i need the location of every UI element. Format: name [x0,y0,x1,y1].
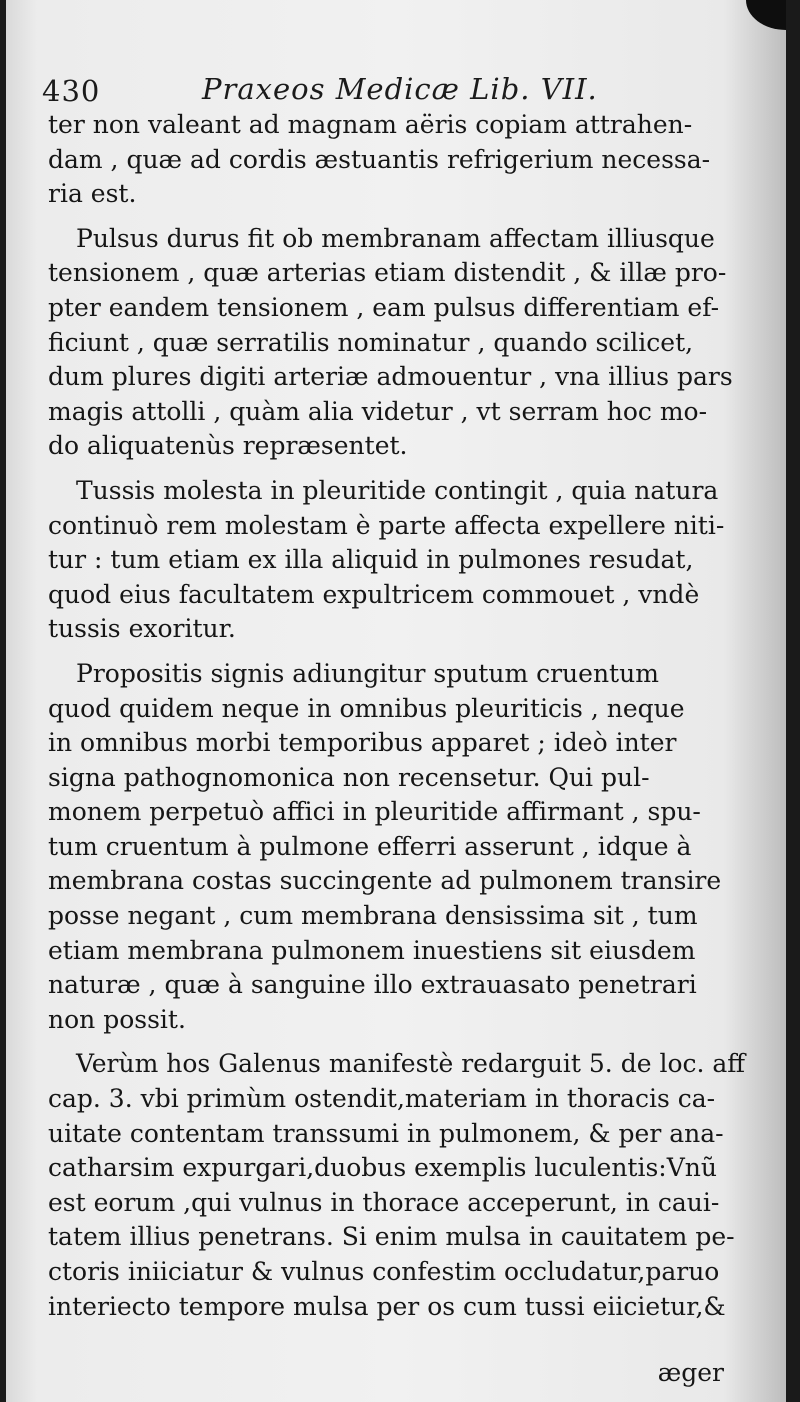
text-line: quod quidem neque in omnibus pleuriticis , neque [48,693,685,723]
catchword: æger [657,1358,724,1387]
text-line: do aliquatenùs repræsentet. [48,431,408,461]
body-text [48,108,768,1324]
text-line: tur : tum etiam ex illa aliquid in pulmones resudat, [48,545,694,575]
text-line: naturæ , quæ à sanguine illo extrauasato penetrari [48,970,697,1000]
text-line: uitate contentam transsumi in pulmonem, & per ana- [48,1118,724,1148]
text-line: interiecto tempore mulsa per os cum tussi eiicietur,& [48,1291,726,1321]
text-line: quod eius facultatem expultricem commouet , vndè [48,579,700,609]
text-line: dam , quæ ad cordis æstuantis refrigerium necessa- [48,144,711,174]
book-page [6,0,786,1402]
text-line: membrana costas succingente ad pulmonem transire [48,866,722,896]
text-line: catharsim expurgari,duobus exemplis luculentis:Vnũ [48,1153,717,1183]
paragraph-2 [48,222,768,464]
paragraph-5 [48,1047,768,1324]
text-line: in omnibus morbi temporibus apparet ; ideò inter [48,728,677,758]
paragraph-1 [48,108,768,212]
text-line: continuò rem molestam è parte affecta expellere niti- [48,510,725,540]
paragraph-4 [48,657,768,1038]
text-line: tussis exoritur. [48,614,236,644]
page-number: 430 [42,74,101,108]
running-head: Praxeos Medicæ Lib. VII. [202,72,598,106]
text-line: est eorum ,qui vulnus in thorace acceperunt, in caui- [48,1187,720,1217]
text-line: ctoris iniiciatur & vulnus confestim occludatur,paruo [48,1257,720,1286]
text-line: tum cruentum à pulmone efferri asserunt , idque à [48,831,692,861]
text-line: cap. 3. vbi primùm ostendit,materiam in thoracis ca- [48,1084,716,1114]
text-line: Tussis molesta in pleuritide contingit , quia natura [76,475,719,505]
text-line: ter non valeant ad magnam aëris copiam attrahen- [48,110,693,139]
text-line: etiam membrana pulmonem inuestiens sit eiusdem [48,935,696,965]
text-line: monem perpetuò affici in pleuritide affirmant , spu- [48,797,701,827]
text-line: dum plures digiti arteriæ admouentur , vna illius pars [48,362,733,392]
text-line: Pulsus durus fit ob membranam affectam illiusque [76,223,715,253]
text-line: posse negant , cum membrana densissima sit , tum [48,901,698,931]
text-line: non possit. [48,1004,186,1034]
page-header [42,68,742,112]
text-line: pter eandem tensionem , eam pulsus differentiam ef- [48,292,720,322]
text-line: magis attolli , quàm alia videtur , vt serram hoc mo- [48,396,708,426]
scan-shadow-corner [746,0,786,30]
text-line: tensionem , quæ arterias etiam distendit , & illæ pro- [48,258,727,288]
text-line: Verùm hos Galenus manifestè redarguit 5. de loc. aff [76,1049,746,1079]
text-line: signa pathognomonica non recensetur. Qui pul- [48,762,650,792]
text-line: Propositis signis adiungitur sputum cruentum [76,658,659,688]
text-line: tatem illius penetrans. Si enim mulsa in cauitatem pe- [48,1222,735,1252]
text-line: ria est. [48,179,137,209]
text-line: ficiunt , quæ serratilis nominatur , quando scilicet, [48,327,694,357]
paragraph-3 [48,474,768,647]
